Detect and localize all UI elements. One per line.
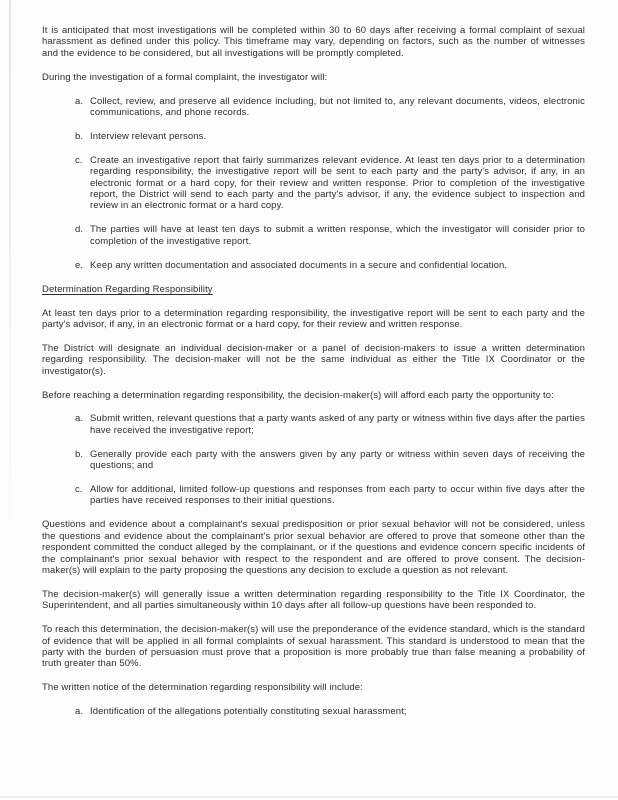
- list-item: [75, 155, 585, 212]
- paragraph-notice-lead: The written notice of the determination regarding responsibility will include:: [42, 682, 363, 694]
- list-item-text: Identification of the allegations potentially constituting sexual harassment;: [90, 706, 407, 718]
- opportunity-list: [75, 413, 585, 506]
- list-item-label: a.: [75, 95, 84, 107]
- list-item-label: c.: [75, 154, 83, 166]
- scan-edge-left: [9, 0, 11, 560]
- list-item-text: Keep any written documentation and associated documents in a secure and confidential location.: [90, 259, 508, 271]
- paragraph-report-sent: At least ten days prior to a determination regarding responsibility, the investigative report will be sent to each party and the party's advisor, if any, in an electronic format or a hard copy, for their review and written response.: [42, 307, 585, 330]
- list-item-text: Generally provide each party with the answers given by any party or witness within seven days of receiving the questions; and: [90, 448, 585, 472]
- list-item: [75, 131, 585, 142]
- investigator-steps-list: [75, 96, 585, 271]
- list-item-label: c.: [75, 484, 83, 496]
- list-item-label: a.: [75, 413, 84, 425]
- paragraph-written-determination: The decision-maker(s) will generally issue a written determination regarding responsibility to the Title IX Coordinator, the Superintendent, and all parties simultaneously within 10 days after all follow-up questions have been responded to.: [42, 588, 585, 612]
- paragraph-questions-evidence: Questions and evidence about a complainant's sexual predisposition or prior sexual behavior will not be considered, unless the questions and evidence about the complainant's prior sexual behavior are offered to prove that someone other than the respondent committed the conduct alleged by the complainant, or if the questions and evidence concern specific incidents of the complainant's prior sexual behavior with respect to the respondent and are offered to prove consent. The decision-maker(s) will explain to the party proposing the questions any decision to exclude a question as not relevant.: [42, 519, 585, 576]
- paragraph-intro: It is anticipated that most investigations will be completed within 30 to 60 days after receiving a formal complaint of sexual harassment as defined under this policy. This timeframe may vary, depending on factors, such as the number of witnesses and the evidence to be considered, but all investigations will be promptly completed.: [42, 25, 585, 59]
- list-item: [75, 260, 585, 271]
- list-item-text: Allow for additional, limited follow-up questions and responses from each party to occur within five days after the parties have received responses to their initial questions.: [90, 484, 585, 507]
- list-item: [75, 96, 585, 119]
- section-heading-determination: Determination Regarding Responsibility: [42, 283, 213, 295]
- list-item: [75, 413, 585, 436]
- paragraph-district-designate: The District will designate an individual decision-maker or a panel of decision-makers to issue a written determination regarding responsibility. The decision-maker will not be the same individual as either the Title IX Coordinator or the investigator(s).: [42, 342, 585, 377]
- list-item-text: Create an investigative report that fairly summarizes relevant evidence. At least ten days prior to a determination regarding responsibility, the investigative report will be sent to each party and the party's advisor, if any, in an electronic format or a hard copy, for their review and written response. Prior to completion of the investigative report, the District will send to each party and the party's advisor, if any, the evidence subject to inspection and review in an electronic format or a hard copy.: [90, 154, 585, 212]
- list-item-label: b.: [75, 448, 84, 460]
- paragraph-investigation-lead: During the investigation of a formal complaint, the investigator will:: [42, 71, 328, 83]
- list-item: [75, 449, 585, 472]
- list-item-text: The parties will have at least ten days to submit a written response, which the investigator will consider prior to completion of the investigative report.: [90, 224, 585, 247]
- list-item-text: Interview relevant persons.: [90, 130, 207, 142]
- scan-edge-bottom: [0, 796, 618, 798]
- list-item-label: a.: [75, 706, 84, 718]
- list-item-label: e.: [75, 259, 84, 271]
- list-item: [75, 224, 585, 247]
- list-item: [75, 706, 585, 717]
- list-item-text: Submit written, relevant questions that a party wants asked of any party or witness within five days after the parties have received the investigative report;: [90, 413, 585, 436]
- notice-list: [75, 706, 585, 717]
- list-item-label: b.: [75, 130, 84, 142]
- paragraph-evidence-standard: To reach this determination, the decision-maker(s) will use the preponderance of the evidence standard, which is the standard of evidence that will be applied in all formal complaints of sexual harassment. This standard is understood to mean that the party with the burden of persuasion must prove that a proposition is more probably true than false meaning a probability of truth greater than 50%.: [42, 624, 585, 670]
- list-item-text: Collect, review, and preserve all evidence including, but not limited to, any relevant documents, videos, electronic communications, and phone records.: [90, 95, 585, 119]
- list-item: [75, 484, 585, 507]
- list-item-label: d.: [75, 224, 84, 236]
- paragraph-before-lead: Before reaching a determination regarding responsibility, the decision-maker(s) will afford each party the opportunity to:: [42, 389, 554, 401]
